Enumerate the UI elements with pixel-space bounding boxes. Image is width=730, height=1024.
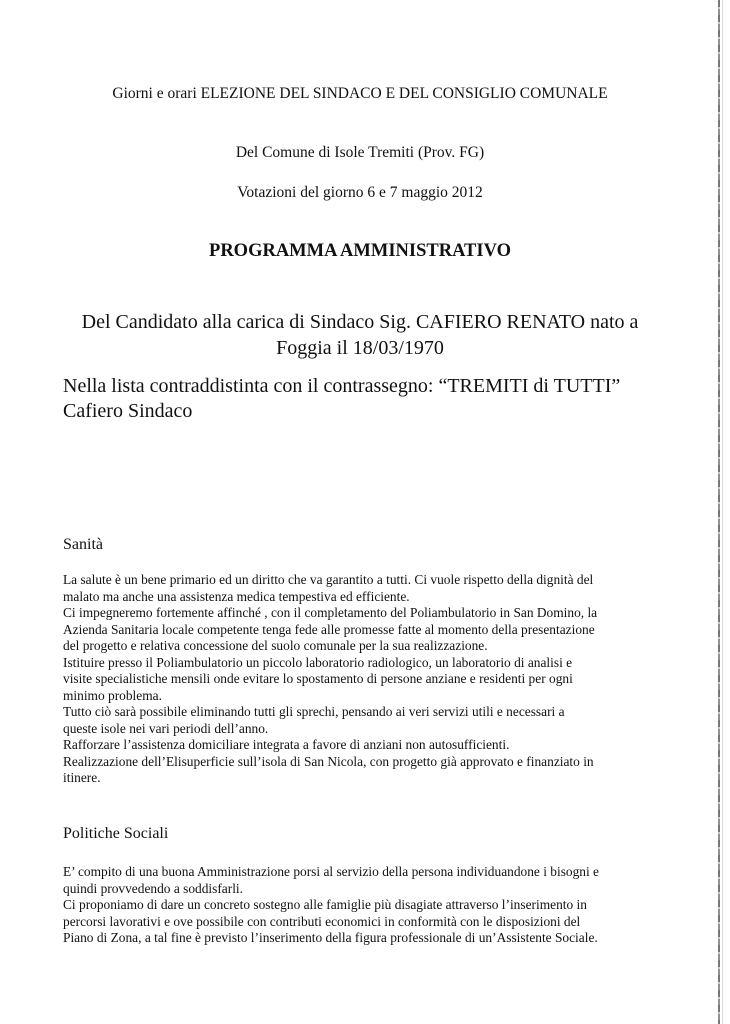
section-body-politiche-sociali (63, 864, 663, 947)
paragraph-line: minimo problema. (63, 687, 162, 703)
list-line-2: Cafiero Sindaco (63, 400, 193, 422)
paragraph-line: Ci impegneremo fortemente affinché , con il completamento del Poliambulatorio in San Domino, la (63, 605, 598, 620)
paragraph-line: E’ compito di una buona Amministrazione porsi al servizio della persona individuandone i bisogni e (63, 864, 600, 879)
paragraph-line: quindi provvedendo a soddisfarli. (63, 880, 243, 896)
document-title: PROGRAMMA AMMINISTRATIVO (209, 241, 511, 261)
paragraph-line: Piano di Zona, a tal fine è previsto l’inserimento della figura professionale di un’Assistente Sociale. (63, 930, 598, 945)
candidate-line-1: Del Candidato alla carica di Sindaco Sig. CAFIERO RENATO nato a (81, 311, 639, 333)
paragraph-line: visite specialistiche mensili onde evitare lo spostamento di persone anziane e residenti per ogni (63, 671, 573, 686)
paragraph-line: Ci proponiamo di dare un concreto sostegno alle famiglie più disagiate attraverso l’inserimento in (63, 897, 587, 912)
header-votazioni-line: Votazioni del giorno 6 e 7 maggio 2012 (237, 184, 483, 201)
page-edge-line (722, 0, 723, 1024)
paragraph-line: queste isole nei vari periodi dell’anno. (63, 720, 269, 736)
header-election-line: Giorni e orari ELEZIONE DEL SINDACO E DEL CONSIGLIO COMUNALE (112, 85, 608, 102)
paragraph-line: La salute è un bene primario ed un diritto che va garantito a tutti. Ci vuole rispetto della dignità del (63, 572, 594, 587)
section-heading-sanita: Sanità (63, 536, 103, 553)
candidate-line-2: Foggia il 18/03/1970 (276, 337, 444, 359)
paragraph-line: Realizzazione dell’Elisuperficie sull’isola di San Nicola, con progetto già approvato e finanziato in (63, 753, 594, 769)
candidate-block (0, 309, 720, 361)
paragraph-line: percorsi lavorativi e ove possibile con contributi economici in conformità con le disposizioni del (63, 913, 581, 929)
paragraph-line: itinere. (63, 770, 101, 785)
paragraph-line: Rafforzare l’assistenza domiciliare integrata a favore di anziani non autosufficienti. (63, 737, 510, 752)
header-comune-line: Del Comune di Isole Tremiti (Prov. FG) (235, 144, 485, 161)
section-heading-politiche-sociali: Politiche Sociali (63, 825, 169, 842)
list-line-1: Nella lista contraddistinta con il contrassegno: “TREMITI di TUTTI” (63, 375, 621, 397)
paragraph-line: del progetto e relativa concessione del suolo comunale per la sua realizzazione. (63, 638, 488, 653)
paragraph-line: Istituire presso il Poliambulatorio un piccolo laboratorio radiologico, un laboratorio di analisi e (63, 654, 573, 670)
paragraph-line: Azienda Sanitaria locale competente tenga fede alle promesse fatte al momento della presentazione (63, 621, 595, 637)
section-body-sanita (63, 572, 663, 787)
paragraph-line: Tutto ciò sarà possibile eliminando tutti gli sprechi, pensando ai veri servizi utili e necessari a (63, 704, 565, 719)
paragraph-line: malato ma anche una assistenza medica tempestiva ed efficiente. (63, 588, 410, 604)
list-block (63, 374, 703, 424)
